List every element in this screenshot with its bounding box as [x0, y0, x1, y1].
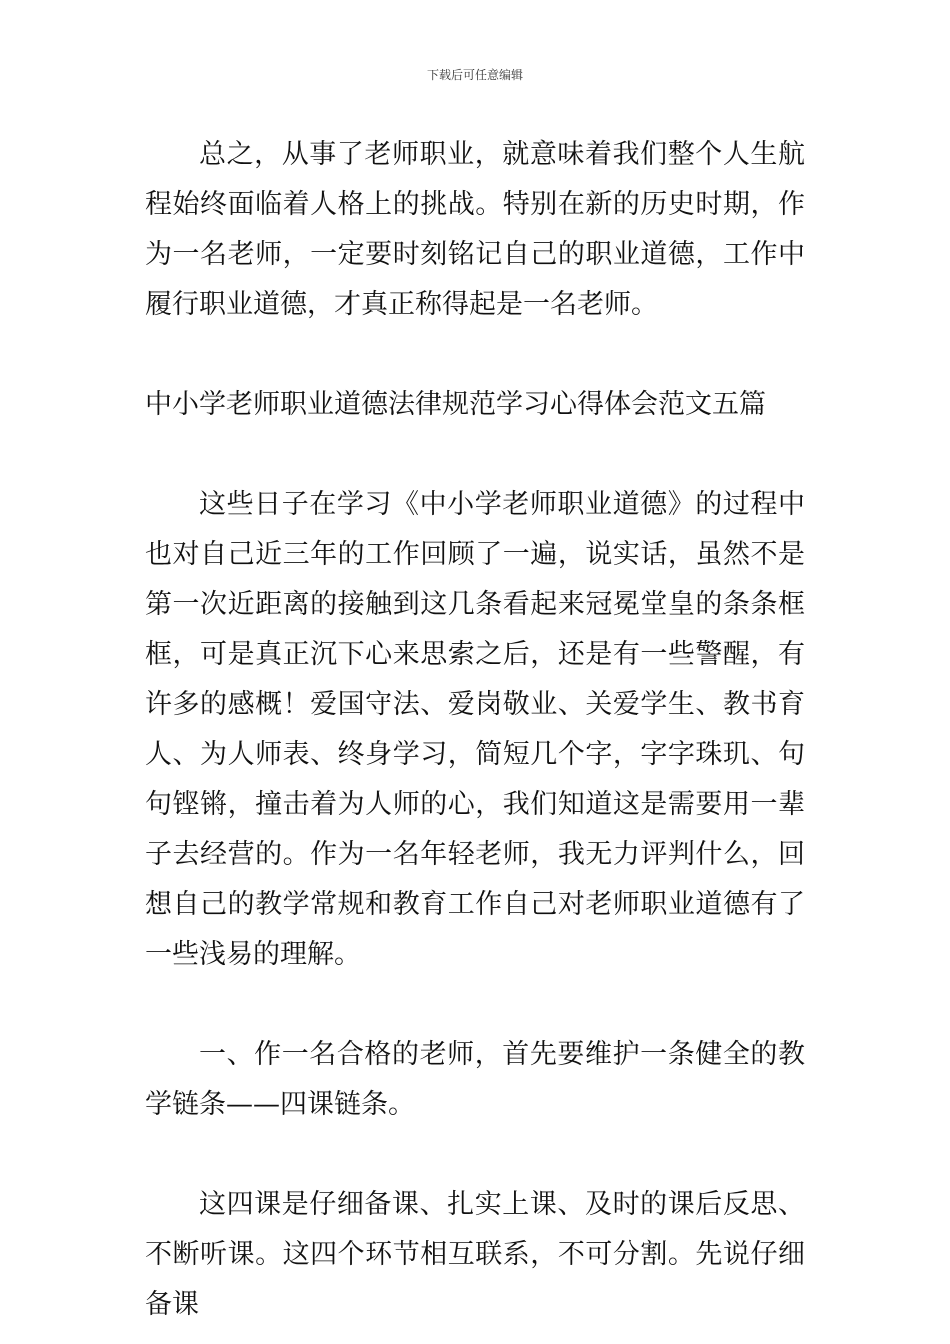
paragraph-gap — [145, 430, 805, 480]
document-body — [145, 130, 805, 1330]
paragraph-point-one: 一、作一名合格的老师，首先要维护一条健全的教学链条——四课链条。 — [145, 1039, 805, 1120]
paragraph-intro: 这些日子在学习《中小学老师职业道德》的过程中也对自己近三年的工作回顾了一遍，说实话，虽然不是第一次近距离的接触到这几条看起来冠冕堂皇的条条框框，可是真正沉下心来思索之后，还是有一些警醒，有许多的感概！爱国守法、爱岗敬业、关爱学生、教书育人、为人师表、终身学习，简短几个字，字字珠玑、句句铿锵，撞击着为人师的心，我们知道这是需要用一辈子去经营的。作为一名年轻老师，我无力评判什么，回想自己的教学常规和教育工作自己对老师职业道德有了一些浅易的理解。 — [145, 489, 805, 970]
paragraph-conclusion: 总之，从事了老师职业，就意味着我们整个人生航程始终面临着人格上的挑战。特别在新的历史时期，作为一名老师，一定要时刻铭记自己的职业道德，工作中履行职业道德，才真正称得起是一名老师。 — [145, 139, 805, 320]
section-title: 中小学老师职业道德法律规范学习心得体会范文五篇 — [145, 389, 766, 420]
paragraph-gap — [145, 1130, 805, 1180]
paragraph-four-lessons: 这四课是仔细备课、扎实上课、及时的课后反思、不断听课。这四个环节相互联系，不可分割。先说仔细备课 — [145, 1189, 805, 1320]
paragraph-gap — [145, 980, 805, 1030]
page-header: 下载后可任意编辑 — [426, 68, 523, 82]
paragraph-gap — [145, 330, 805, 380]
